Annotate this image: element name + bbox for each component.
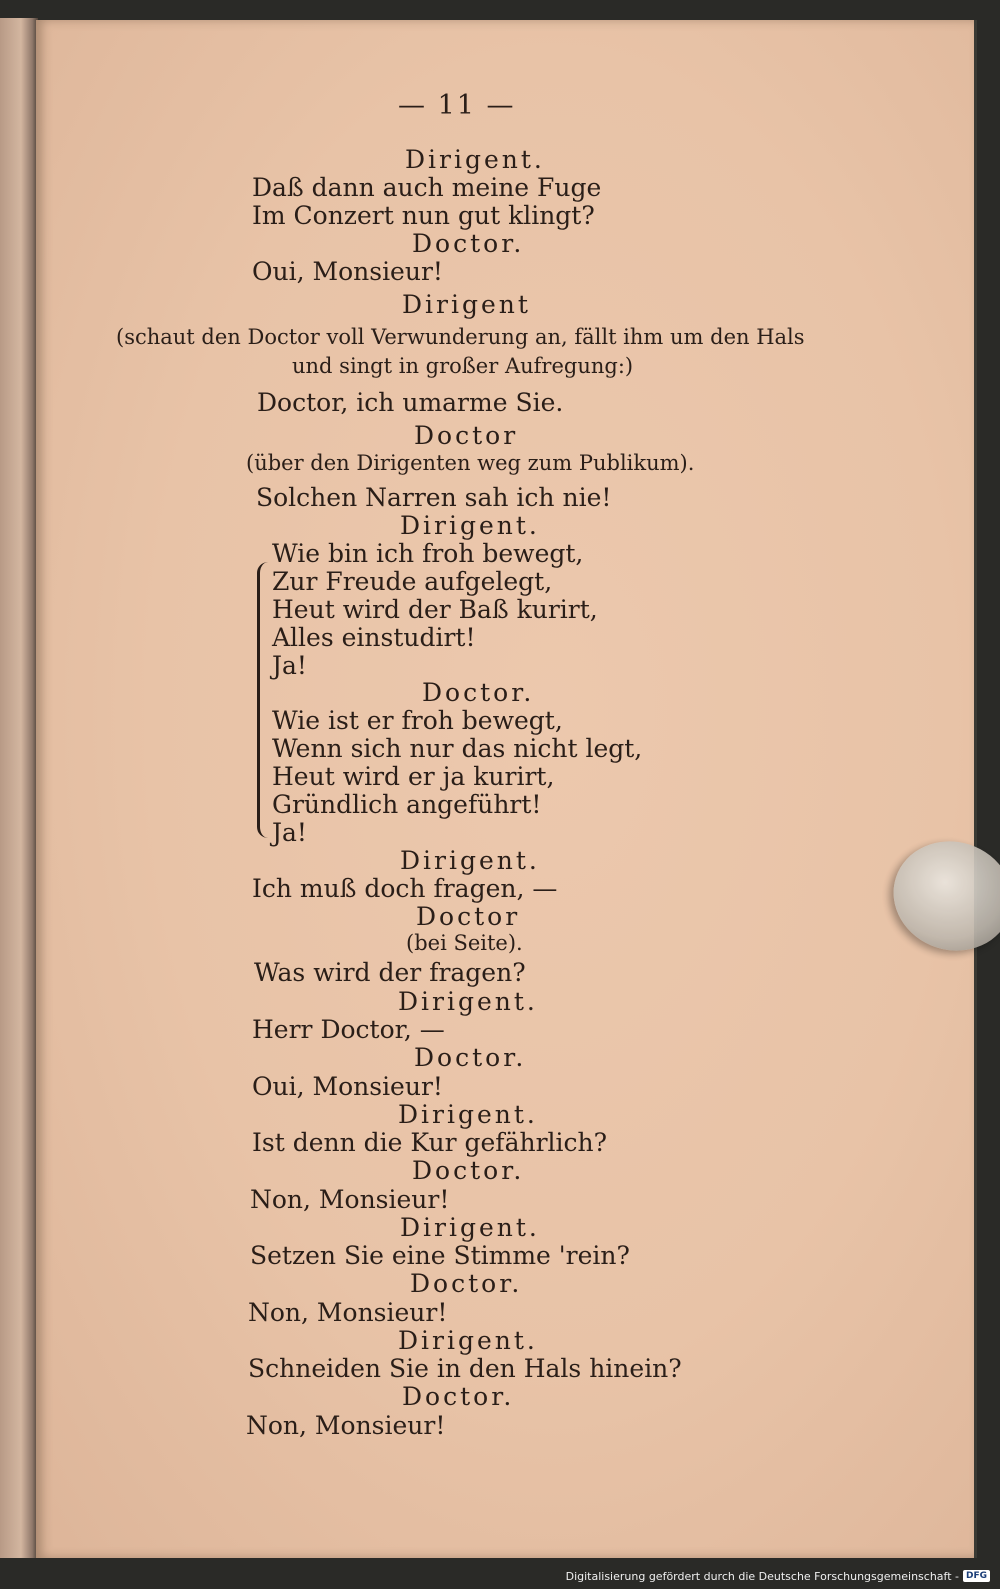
- verse-line: Non, Monsieur!: [250, 1185, 450, 1214]
- speaker-dirigent: Dirigent.: [398, 1100, 538, 1129]
- verse-line: Zur Freude aufgelegt,: [272, 567, 553, 596]
- verse-line: Ja!: [272, 651, 307, 680]
- verse-line: Heut wird der Baß kurirt,: [272, 595, 598, 624]
- verse-line: Setzen Sie eine Stimme 'rein?: [250, 1241, 630, 1270]
- verse-line: Daß dann auch meine Fuge: [252, 173, 602, 202]
- verse-line: Doctor, ich umarme Sie.: [257, 388, 564, 417]
- speaker-doctor: Doctor.: [412, 1156, 525, 1185]
- stage-direction: (bei Seite).: [406, 931, 523, 955]
- speaker-dirigent: Dirigent.: [405, 145, 545, 174]
- left-page-edge: [0, 18, 38, 1558]
- verse-line: Schneiden Sie in den Hals hinein?: [248, 1354, 682, 1383]
- verse-line: Was wird der fragen?: [254, 958, 526, 987]
- speaker-dirigent: Dirigent.: [398, 1326, 538, 1355]
- verse-line: Herr Doctor, —: [252, 1015, 445, 1044]
- verse-line: Ist denn die Kur gefährlich?: [252, 1128, 608, 1157]
- speaker-dirigent: Dirigent.: [400, 846, 540, 875]
- verse-line: Alles einstudirt!: [272, 623, 476, 652]
- digitization-footer: [566, 1566, 990, 1586]
- dfg-logo-icon: DFG: [963, 1570, 990, 1582]
- verse-line: Solchen Narren sah ich nie!: [256, 483, 612, 512]
- speaker-doctor: Doctor.: [422, 678, 535, 707]
- verse-line: Non, Monsieur!: [248, 1298, 448, 1327]
- speaker-dirigent: Dirigent.: [400, 511, 540, 540]
- verse-line: Gründlich angeführt!: [272, 790, 542, 819]
- verse-line: Non, Monsieur!: [246, 1411, 446, 1440]
- stage-direction: und singt in großer Aufregung:): [292, 354, 634, 378]
- stage-direction: (schaut den Doctor voll Verwunderung an, fällt ihm um den Hals: [116, 325, 805, 349]
- verse-line: Heut wird er ja kurirt,: [272, 762, 555, 791]
- speaker-dirigent: Dirigent.: [400, 1213, 540, 1242]
- speaker-doctor: Doctor.: [410, 1269, 523, 1298]
- speaker-doctor: Doctor: [416, 902, 521, 931]
- speaker-doctor: Doctor.: [412, 229, 525, 258]
- verse-line: Im Conzert nun gut klingt?: [252, 201, 595, 230]
- verse-line: Wie bin ich froh bewegt,: [272, 539, 584, 568]
- stage-direction: (über den Dirigenten weg zum Publikum).: [246, 451, 695, 475]
- verse-line: Oui, Monsieur!: [252, 257, 443, 286]
- verse-line: Wie ist er froh bewegt,: [272, 706, 563, 735]
- speaker-doctor: Doctor: [414, 421, 519, 450]
- verse-line: Ich muß doch fragen, —: [252, 874, 558, 903]
- speaker-dirigent: Dirigent.: [398, 987, 538, 1016]
- verse-line: Oui, Monsieur!: [252, 1072, 443, 1101]
- duet-brace: [257, 562, 268, 838]
- speaker-doctor: Doctor.: [402, 1382, 515, 1411]
- speaker-dirigent: Dirigent: [402, 290, 531, 319]
- verse-line: Wenn sich nur das nicht legt,: [272, 734, 643, 763]
- speaker-doctor: Doctor.: [414, 1043, 527, 1072]
- page-number: — 11 —: [398, 90, 516, 121]
- verse-line: Ja!: [272, 818, 307, 847]
- footer-credit-text: Digitalisierung gefördert durch die Deutsche Forschungsgemeinschaft -: [565, 1569, 959, 1583]
